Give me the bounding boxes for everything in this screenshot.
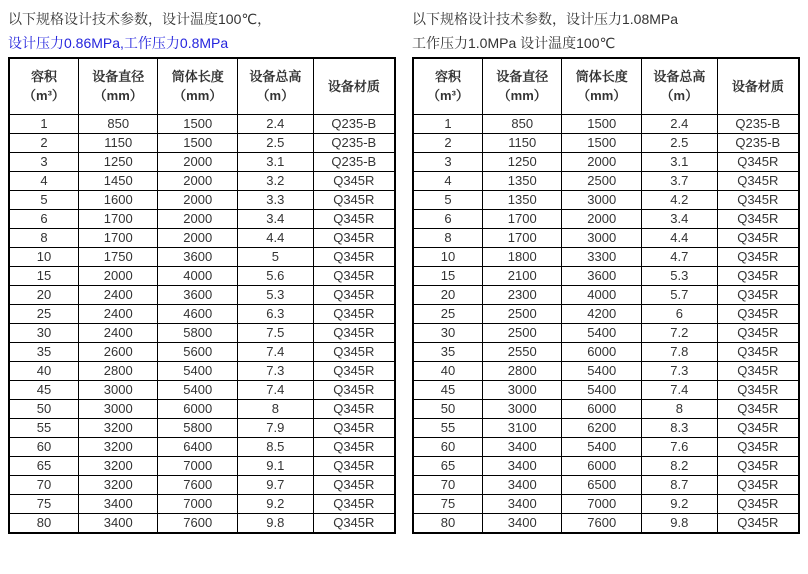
table-cell: Q345R (313, 342, 395, 361)
table-cell: Q235-B (313, 152, 395, 171)
table-cell: 3400 (482, 437, 562, 456)
table-cell: 6000 (158, 399, 238, 418)
table-cell: 80 (413, 513, 482, 533)
table-cell: 1750 (78, 247, 158, 266)
panel-title-line1: 以下规格设计技术参数，设计压力1.08MPa (412, 11, 679, 27)
spec-table-header (413, 58, 799, 114)
table-row (413, 399, 799, 418)
table-row (9, 456, 395, 475)
table-cell: Q235-B (717, 114, 799, 133)
table-row (413, 247, 799, 266)
table-cell: 3600 (158, 247, 238, 266)
table-cell: 5400 (158, 380, 238, 399)
table-cell: 8.3 (642, 418, 718, 437)
table-cell: 1 (9, 114, 78, 133)
table-cell: 3200 (78, 475, 158, 494)
table-cell: 5400 (562, 380, 642, 399)
table-cell: 20 (9, 285, 78, 304)
table-cell: 5800 (158, 418, 238, 437)
header-row (9, 58, 395, 114)
table-cell: 3000 (482, 380, 562, 399)
table-cell: 9.2 (238, 494, 314, 513)
table-row (9, 323, 395, 342)
table-row (9, 418, 395, 437)
table-cell: 30 (9, 323, 78, 342)
right-spec-panel (412, 7, 800, 534)
table-cell: 5400 (562, 323, 642, 342)
table-cell: 2800 (482, 361, 562, 380)
table-cell: 65 (413, 456, 482, 475)
table-cell: 7.5 (238, 323, 314, 342)
table-cell: 3400 (482, 513, 562, 533)
table-cell: Q345R (717, 399, 799, 418)
table-cell: 7.4 (238, 380, 314, 399)
table-cell: Q345R (313, 437, 395, 456)
table-cell: 7.4 (238, 342, 314, 361)
table-cell: 2500 (562, 171, 642, 190)
table-cell: 55 (9, 418, 78, 437)
table-row (9, 114, 395, 133)
table-cell: Q345R (313, 266, 395, 285)
panel-title-line2: 设计压力0.86MPa,工作压力0.8MPa (8, 35, 229, 51)
table-cell: 1500 (562, 133, 642, 152)
table-cell: 850 (482, 114, 562, 133)
table-cell: 7000 (562, 494, 642, 513)
table-cell: Q345R (717, 342, 799, 361)
table-cell: Q345R (313, 209, 395, 228)
table-cell: 1350 (482, 190, 562, 209)
table-cell: 5800 (158, 323, 238, 342)
table-cell: Q345R (717, 304, 799, 323)
table-cell: 2500 (482, 304, 562, 323)
table-cell: 7.6 (642, 437, 718, 456)
table-cell: 8.2 (642, 456, 718, 475)
table-cell: 8 (642, 399, 718, 418)
table-cell: 4000 (158, 266, 238, 285)
table-row (9, 152, 395, 171)
table-cell: 70 (413, 475, 482, 494)
table-cell: 4 (9, 171, 78, 190)
table-row (413, 361, 799, 380)
table-cell: 5600 (158, 342, 238, 361)
table-cell: 15 (413, 266, 482, 285)
table-cell: 55 (413, 418, 482, 437)
table-row (413, 190, 799, 209)
column-header: 设备材质 (313, 58, 395, 114)
table-row (413, 494, 799, 513)
table-cell: 9.8 (238, 513, 314, 533)
table-cell: Q345R (313, 171, 395, 190)
table-cell: 2000 (158, 152, 238, 171)
table-cell: 50 (9, 399, 78, 418)
table-cell: 60 (9, 437, 78, 456)
table-cell: 2000 (158, 190, 238, 209)
table-cell: 3.1 (642, 152, 718, 171)
table-row (9, 266, 395, 285)
table-cell: 60 (413, 437, 482, 456)
table-cell: 4.7 (642, 247, 718, 266)
table-cell: 1600 (78, 190, 158, 209)
table-cell: 3100 (482, 418, 562, 437)
table-cell: 7.8 (642, 342, 718, 361)
table-cell: 80 (9, 513, 78, 533)
table-cell: 2300 (482, 285, 562, 304)
table-cell: 45 (413, 380, 482, 399)
table-cell: 7.3 (238, 361, 314, 380)
spec-table-header (9, 58, 395, 114)
table-row (413, 152, 799, 171)
panel-title-line2: 工作压力1.0MPa 设计温度100℃ (412, 35, 616, 51)
table-cell: Q345R (313, 228, 395, 247)
table-cell: 25 (413, 304, 482, 323)
table-cell: 8 (9, 228, 78, 247)
table-cell: 6200 (562, 418, 642, 437)
table-cell: 7600 (158, 513, 238, 533)
table-cell: Q345R (717, 190, 799, 209)
table-cell: 7.2 (642, 323, 718, 342)
table-cell: 40 (413, 361, 482, 380)
table-cell: 2000 (158, 171, 238, 190)
table-cell: 35 (9, 342, 78, 361)
table-cell: 850 (78, 114, 158, 133)
spec-table-body (9, 114, 395, 533)
table-cell: Q235-B (313, 133, 395, 152)
table-cell: 2.5 (642, 133, 718, 152)
table-cell: 3000 (482, 399, 562, 418)
table-cell: 10 (9, 247, 78, 266)
table-row (9, 475, 395, 494)
table-cell: 3 (413, 152, 482, 171)
table-cell: 3000 (562, 228, 642, 247)
table-cell: 9.7 (238, 475, 314, 494)
table-cell: 3.7 (642, 171, 718, 190)
table-cell: 2000 (158, 228, 238, 247)
table-row (413, 513, 799, 533)
table-cell: Q345R (313, 247, 395, 266)
header-row (413, 58, 799, 114)
table-cell: 7.3 (642, 361, 718, 380)
table-row (9, 513, 395, 533)
table-row (9, 399, 395, 418)
table-cell: 1150 (78, 133, 158, 152)
table-cell: 5400 (158, 361, 238, 380)
table-row (413, 266, 799, 285)
table-cell: Q345R (313, 513, 395, 533)
table-cell: 8.7 (642, 475, 718, 494)
table-row (413, 418, 799, 437)
table-cell: 2500 (482, 323, 562, 342)
table-cell: 2400 (78, 285, 158, 304)
table-cell: Q345R (717, 228, 799, 247)
table-cell: 6000 (562, 456, 642, 475)
table-cell: 2400 (78, 304, 158, 323)
table-cell: 5 (238, 247, 314, 266)
table-cell: 1800 (482, 247, 562, 266)
table-row (413, 285, 799, 304)
table-cell: 2100 (482, 266, 562, 285)
table-cell: 3400 (482, 475, 562, 494)
table-row (413, 228, 799, 247)
table-cell: 2.5 (238, 133, 314, 152)
spec-table-left (8, 57, 396, 534)
table-cell: 2000 (158, 209, 238, 228)
table-cell: 75 (9, 494, 78, 513)
table-cell: 1500 (158, 114, 238, 133)
table-cell: 7000 (158, 456, 238, 475)
table-cell: 1500 (158, 133, 238, 152)
table-cell: 1700 (482, 209, 562, 228)
table-cell: Q235-B (313, 114, 395, 133)
table-cell: 5.3 (642, 266, 718, 285)
table-row (9, 380, 395, 399)
table-cell: Q345R (313, 399, 395, 418)
table-cell: Q345R (313, 361, 395, 380)
table-row (9, 190, 395, 209)
spec-table-body (413, 114, 799, 533)
table-cell: Q345R (313, 494, 395, 513)
table-row (9, 494, 395, 513)
table-row (9, 342, 395, 361)
table-cell: Q345R (717, 418, 799, 437)
table-cell: Q345R (313, 304, 395, 323)
table-cell: 3200 (78, 456, 158, 475)
table-cell: 6500 (562, 475, 642, 494)
table-cell: 5400 (562, 361, 642, 380)
table-cell: 1500 (562, 114, 642, 133)
table-cell: 35 (413, 342, 482, 361)
table-row (413, 133, 799, 152)
table-cell: Q235-B (717, 133, 799, 152)
table-cell: 2 (413, 133, 482, 152)
table-cell: 4200 (562, 304, 642, 323)
table-cell: 1700 (78, 209, 158, 228)
table-cell: 4600 (158, 304, 238, 323)
panel-title-line1: 以下规格设计技术参数，设计温度100℃， (8, 11, 272, 27)
table-row (413, 114, 799, 133)
table-cell: 2 (9, 133, 78, 152)
table-cell: Q345R (717, 152, 799, 171)
column-header: 设备总高 （m） (238, 58, 314, 114)
table-cell: 65 (9, 456, 78, 475)
table-cell: 25 (9, 304, 78, 323)
table-cell: 7600 (562, 513, 642, 533)
table-cell: 3000 (562, 190, 642, 209)
table-cell: 5.6 (238, 266, 314, 285)
table-cell: 2400 (78, 323, 158, 342)
table-cell: 6000 (562, 342, 642, 361)
table-cell: 1700 (482, 228, 562, 247)
table-cell: Q345R (717, 323, 799, 342)
table-cell: 5 (413, 190, 482, 209)
table-row (413, 209, 799, 228)
table-cell: Q345R (313, 285, 395, 304)
table-cell: Q345R (717, 266, 799, 285)
table-cell: 3200 (78, 437, 158, 456)
column-header: 设备材质 (717, 58, 799, 114)
column-header: 筒体长度 （mm） (562, 58, 642, 114)
table-cell: 2.4 (642, 114, 718, 133)
table-cell: 15 (9, 266, 78, 285)
table-cell: 45 (9, 380, 78, 399)
table-cell: Q345R (717, 456, 799, 475)
table-cell: 1250 (482, 152, 562, 171)
table-cell: 4 (413, 171, 482, 190)
table-cell: 6 (413, 209, 482, 228)
table-cell: 7.9 (238, 418, 314, 437)
table-row (9, 171, 395, 190)
table-cell: 6 (9, 209, 78, 228)
table-cell: 70 (9, 475, 78, 494)
table-row (413, 304, 799, 323)
table-cell: 10 (413, 247, 482, 266)
table-cell: Q345R (313, 418, 395, 437)
table-cell: 3.2 (238, 171, 314, 190)
table-cell: Q345R (717, 380, 799, 399)
table-cell: 2.4 (238, 114, 314, 133)
table-cell: 3.4 (238, 209, 314, 228)
table-cell: 3 (9, 152, 78, 171)
table-row (9, 361, 395, 380)
table-cell: 1 (413, 114, 482, 133)
table-cell: 1350 (482, 171, 562, 190)
table-cell: 2000 (562, 209, 642, 228)
left-spec-panel (8, 7, 396, 534)
table-cell: 2550 (482, 342, 562, 361)
table-row (9, 437, 395, 456)
table-cell: 3600 (562, 266, 642, 285)
table-row (413, 380, 799, 399)
table-cell: 3600 (158, 285, 238, 304)
table-cell: Q345R (313, 323, 395, 342)
table-cell: 8 (413, 228, 482, 247)
table-cell: 40 (9, 361, 78, 380)
table-cell: 4.2 (642, 190, 718, 209)
table-row (9, 209, 395, 228)
table-cell: 7600 (158, 475, 238, 494)
table-cell: 3300 (562, 247, 642, 266)
table-cell: 1250 (78, 152, 158, 171)
table-cell: 3200 (78, 418, 158, 437)
table-cell: 3000 (78, 399, 158, 418)
table-cell: Q345R (717, 209, 799, 228)
table-cell: Q345R (717, 437, 799, 456)
table-cell: 9.1 (238, 456, 314, 475)
table-cell: 3.3 (238, 190, 314, 209)
table-cell: Q345R (313, 475, 395, 494)
table-cell: 4.4 (238, 228, 314, 247)
table-row (413, 171, 799, 190)
table-cell: Q345R (313, 380, 395, 399)
table-cell: 6000 (562, 399, 642, 418)
table-cell: 3400 (482, 456, 562, 475)
table-cell: 50 (413, 399, 482, 418)
table-cell: Q345R (717, 494, 799, 513)
table-cell: 6 (642, 304, 718, 323)
table-cell: 1450 (78, 171, 158, 190)
table-cell: 5 (9, 190, 78, 209)
table-cell: 4000 (562, 285, 642, 304)
table-cell: Q345R (717, 247, 799, 266)
table-cell: 9.8 (642, 513, 718, 533)
table-cell: 1150 (482, 133, 562, 152)
table-cell: 2600 (78, 342, 158, 361)
column-header: 设备直径 （mm） (482, 58, 562, 114)
table-cell: Q345R (717, 285, 799, 304)
table-cell: 5.3 (238, 285, 314, 304)
table-cell: 3.4 (642, 209, 718, 228)
column-header: 设备总高 （m） (642, 58, 718, 114)
table-cell: 7000 (158, 494, 238, 513)
table-cell: Q345R (717, 513, 799, 533)
table-cell: 7.4 (642, 380, 718, 399)
table-cell: 3400 (482, 494, 562, 513)
table-cell: 4.4 (642, 228, 718, 247)
table-cell: 9.2 (642, 494, 718, 513)
table-cell: 30 (413, 323, 482, 342)
table-cell: 75 (413, 494, 482, 513)
table-row (9, 304, 395, 323)
column-header: 筒体长度 （mm） (158, 58, 238, 114)
table-row (413, 342, 799, 361)
column-header: 设备直径 （mm） (78, 58, 158, 114)
table-cell: 5400 (562, 437, 642, 456)
table-cell: 2000 (78, 266, 158, 285)
table-cell: 8.5 (238, 437, 314, 456)
table-cell: Q345R (313, 190, 395, 209)
table-cell: 6400 (158, 437, 238, 456)
table-cell: Q345R (717, 475, 799, 494)
column-header: 容积 （m³） (413, 58, 482, 114)
table-cell: 3400 (78, 494, 158, 513)
table-row (9, 133, 395, 152)
table-cell: 2000 (562, 152, 642, 171)
table-cell: 3.1 (238, 152, 314, 171)
table-row (413, 475, 799, 494)
table-cell: 5.7 (642, 285, 718, 304)
table-cell: 3400 (78, 513, 158, 533)
table-row (413, 456, 799, 475)
table-row (9, 285, 395, 304)
column-header: 容积 （m³） (9, 58, 78, 114)
table-cell: Q345R (717, 171, 799, 190)
table-cell: 1700 (78, 228, 158, 247)
table-row (413, 437, 799, 456)
spec-table-right (412, 57, 800, 534)
table-cell: 6.3 (238, 304, 314, 323)
table-cell: 2800 (78, 361, 158, 380)
table-cell: Q345R (717, 361, 799, 380)
table-cell: 8 (238, 399, 314, 418)
table-row (9, 247, 395, 266)
table-row (413, 323, 799, 342)
table-cell: Q345R (313, 456, 395, 475)
table-cell: 20 (413, 285, 482, 304)
table-row (9, 228, 395, 247)
table-cell: 3000 (78, 380, 158, 399)
